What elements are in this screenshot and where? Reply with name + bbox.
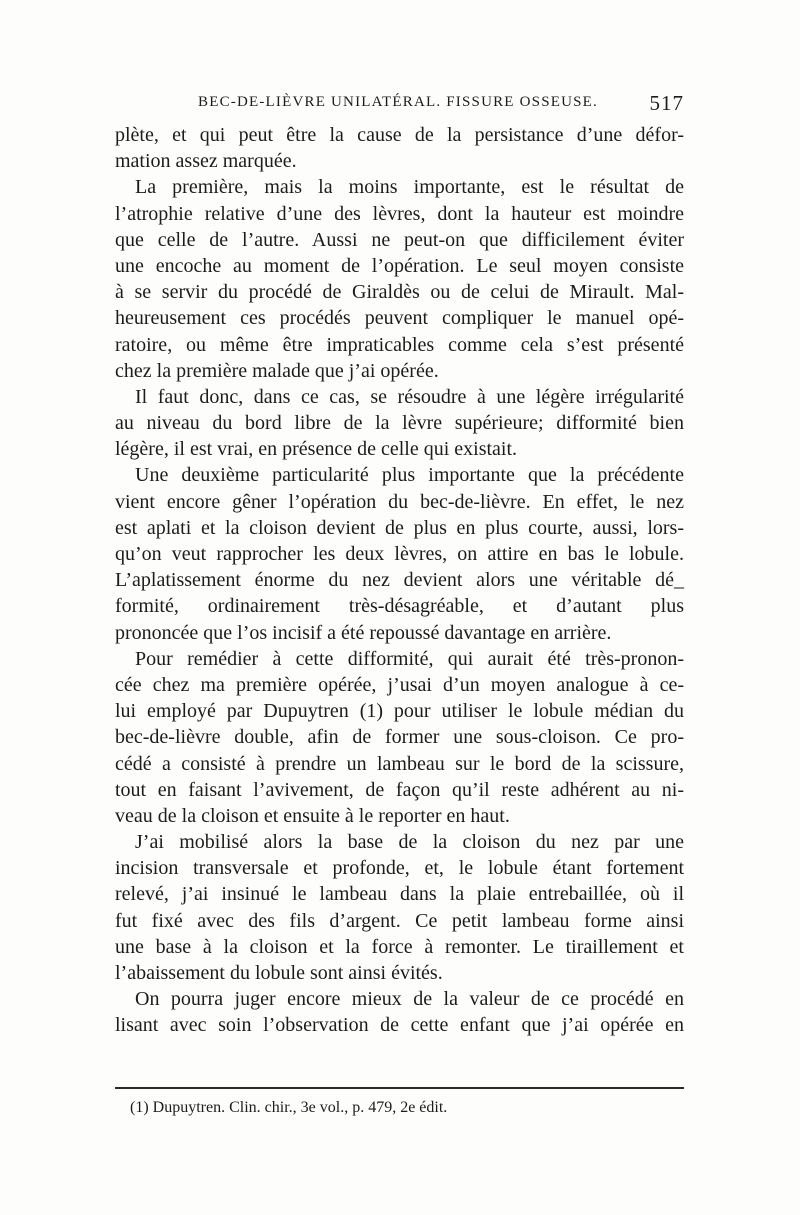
text-line: L’aplatissement énorme du nez devient alors une véritable dé_ — [115, 569, 684, 592]
text-line: l’abaissement du lobule sont ainsi évités. — [115, 962, 443, 984]
text-line: Pour remédier à cette difformité, qui aurait été très-pronon- — [135, 647, 684, 670]
text-line: tout en faisant l’avivement, de façon qu’il reste adhérent au ni- — [115, 778, 684, 801]
text-line: heureusement ces procédés peuvent compliquer le manuel opé- — [115, 307, 684, 330]
running-head — [110, 91, 684, 118]
text-line: formité, ordinairement très-désagréable, et d’autant plus — [115, 595, 684, 618]
text-line: incision transversale et profonde, et, le lobule étant fortement — [115, 857, 684, 880]
page-number: 517 — [649, 91, 684, 115]
text-line: J’ai mobilisé alors la base de la cloison du nez par une — [135, 831, 684, 854]
text-line: une base à la cloison et la force à remonter. Le tiraillement et — [115, 935, 684, 958]
text-line: une encoche au moment de l’opération. Le seul moyen consiste — [115, 254, 684, 277]
text-line: vient encore gêner l’opération du bec-de-lièvre. En effet, le nez — [115, 490, 684, 513]
text-line: lui employé par Dupuytren (1) pour utiliser le lobule médian du — [115, 700, 684, 723]
text-line: est aplati et la cloison devient de plus en plus courte, aussi, lors- — [115, 516, 684, 539]
text-line: qu’on veut rapprocher les deux lèvres, on attire en bas le lobule. — [115, 543, 684, 565]
text-line: relevé, j’ai insinué le lambeau dans la plaie entrebaillée, où il — [115, 883, 684, 906]
text-line: plète, et qui peut être la cause de la persistance d’une défor- — [115, 124, 684, 146]
text-line: chez la première malade que j’ai opérée. — [115, 359, 439, 382]
text-line: prononcée que l’os incisif a été repoussé davantage en arrière. — [115, 621, 612, 644]
text-line: que celle de l’autre. Aussi ne peut-on que difficilement éviter — [115, 228, 684, 251]
body-text — [115, 122, 684, 1039]
text-line: au niveau du bord libre de la lèvre supérieure; difformité bien — [115, 412, 684, 435]
text-line: légère, il est vrai, en présence de celle qui existait. — [115, 438, 518, 461]
text-line: Une deuxième particularité plus importante que la précédente — [135, 464, 684, 487]
text-line: cédé a consisté à prendre un lambeau sur le bord de la scissure, — [115, 752, 684, 775]
text-line: Il faut donc, dans ce cas, se résoudre à une légère irrégularité — [135, 385, 684, 408]
text-line: bec-de-lièvre double, afin de former une sous-cloison. Ce pro- — [115, 726, 684, 749]
running-title: BEC-DE-LIÈVRE UNILATÉRAL. FISSURE OSSEUSE. — [198, 94, 598, 110]
text-line: lisant avec soin l’observation de cette enfant que j’ai opérée en — [115, 1014, 684, 1037]
text-line: cée chez ma première opérée, j’usai d’un moyen analogue à ce- — [115, 673, 684, 696]
footnote: (1) Dupuytren. Clin. chir., 3e vol., p. 479, 2e édit. — [130, 1099, 448, 1116]
text-line: veau de la cloison et ensuite à le reporter en haut. — [115, 804, 510, 827]
text-line: à se servir du procédé de Giraldès ou de celui de Mirault. Mal- — [115, 281, 684, 304]
text-line: ratoire, ou même être impraticables comme cela s’est présenté — [115, 333, 684, 356]
text-line: On pourra juger encore mieux de la valeur de ce procédé en — [135, 988, 684, 1011]
footnote-divider — [115, 1087, 684, 1089]
text-line: l’atrophie relative d’une des lèvres, dont la hauteur est moindre — [115, 202, 684, 225]
text-line: La première, mais la moins importante, est le résultat de — [135, 176, 684, 199]
text-line: fut fixé avec des fils d’argent. Ce petit lambeau forme ainsi — [115, 909, 684, 932]
text-line: mation assez marquée. — [115, 150, 297, 173]
